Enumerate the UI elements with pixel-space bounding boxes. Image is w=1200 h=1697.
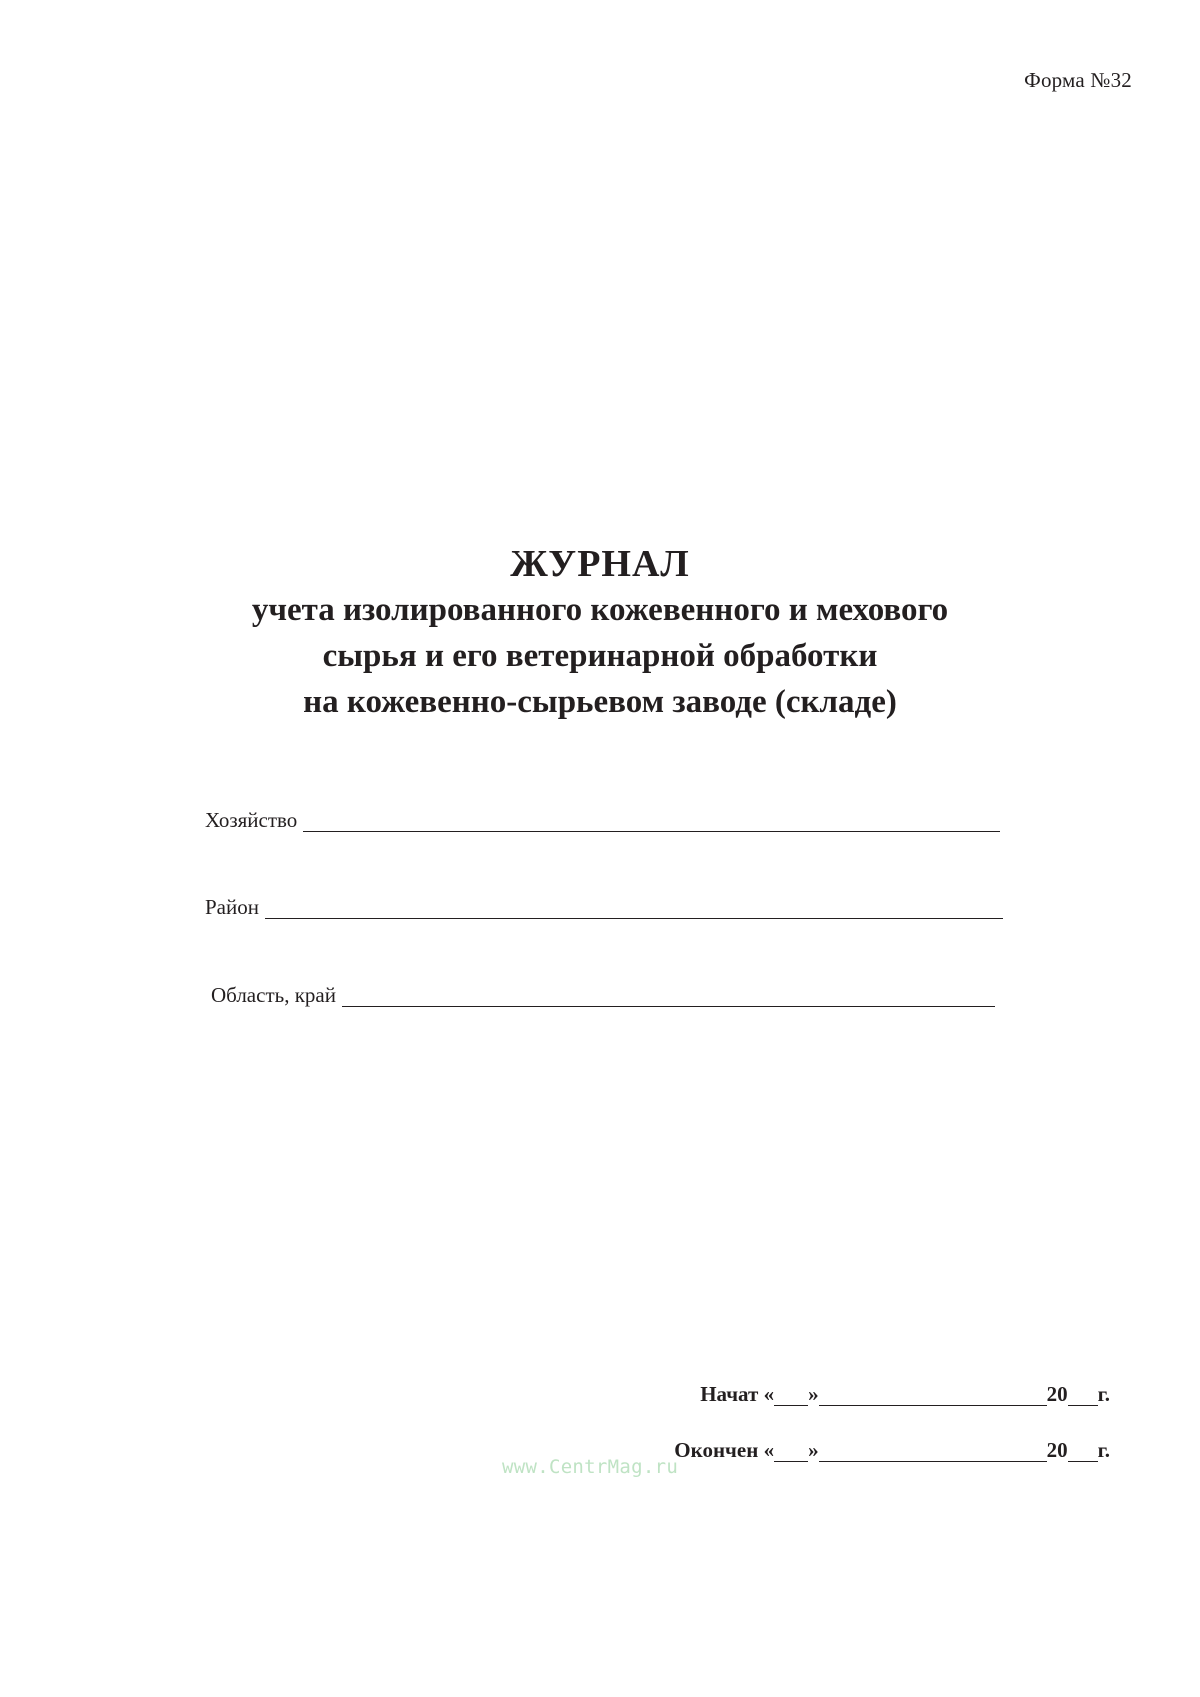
end-year-prefix: 20 — [1046, 1438, 1068, 1462]
end-quote-close: » — [808, 1438, 819, 1462]
end-year-blank[interactable] — [1068, 1441, 1098, 1462]
journal-subtitle-line-1: учета изолированного кожевенного и мехового — [251, 592, 949, 628]
journal-subtitle-line-2: сырья и его ветеринарной обработки — [322, 638, 878, 674]
title-block — [0, 541, 1200, 725]
end-day-blank[interactable] — [774, 1441, 808, 1462]
region-blank-line[interactable] — [342, 986, 995, 1007]
district-label: Район — [205, 895, 259, 919]
end-month-blank[interactable] — [819, 1441, 1047, 1462]
start-month-blank[interactable] — [819, 1385, 1047, 1406]
farm-field — [205, 808, 1000, 832]
end-year-suffix: г. — [1097, 1438, 1110, 1462]
journal-subtitle-line-3: на кожевенно-сырьевом заводе (складе) — [303, 684, 897, 720]
region-label: Область, край — [211, 983, 336, 1007]
journal-title: ЖУРНАЛ — [510, 543, 690, 585]
start-date-row — [700, 1382, 1110, 1406]
farm-blank-line[interactable] — [303, 811, 1000, 832]
start-year-prefix: 20 — [1046, 1382, 1068, 1406]
start-year-suffix: г. — [1097, 1382, 1110, 1406]
start-day-blank[interactable] — [774, 1385, 808, 1406]
start-quote-close: » — [808, 1382, 819, 1406]
start-date-label: Начат « — [700, 1382, 775, 1406]
start-year-blank[interactable] — [1068, 1385, 1098, 1406]
end-date-row — [674, 1438, 1110, 1462]
district-field — [205, 895, 1003, 919]
watermark: www.CentrMag.ru — [502, 1456, 679, 1478]
farm-label: Хозяйство — [205, 808, 298, 832]
end-date-label: Окончен « — [674, 1438, 775, 1462]
region-field — [211, 983, 995, 1007]
district-blank-line[interactable] — [265, 898, 1003, 919]
form-number: Форма №32 — [1024, 68, 1132, 92]
